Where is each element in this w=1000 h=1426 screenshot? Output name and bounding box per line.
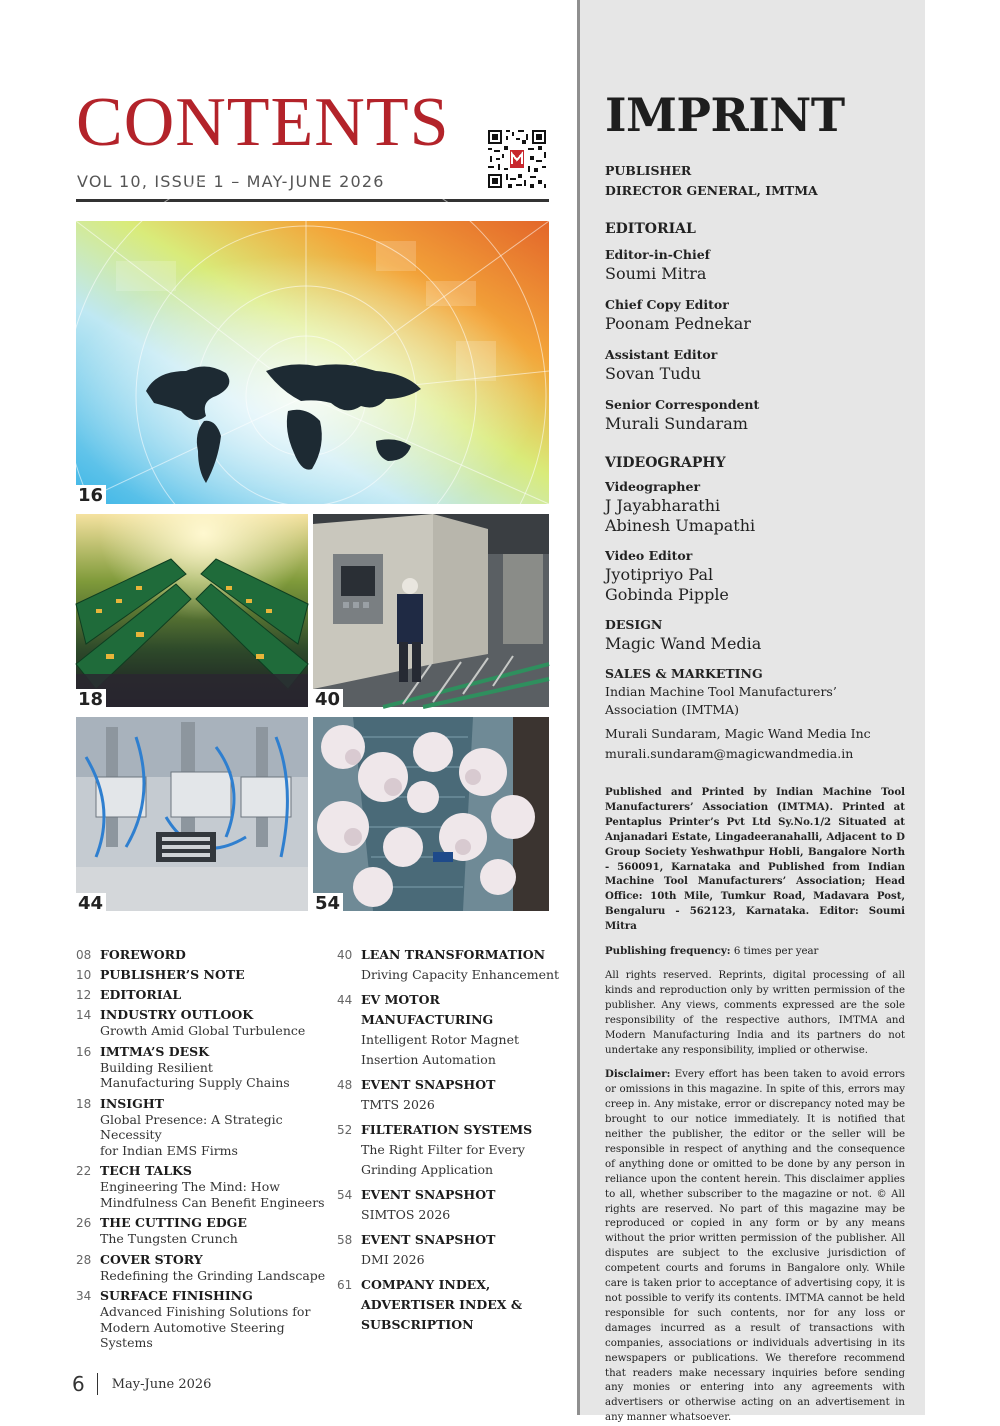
toc-page-number: 61 bbox=[337, 1278, 353, 1292]
toc-section: INDUSTRY OUTLOOK bbox=[100, 1007, 254, 1022]
toc-section: EV MOTOR MANUFACTURING bbox=[361, 992, 494, 1027]
sales-organisation: Indian Machine Tool Manufacturers’ Association (IMTMA) bbox=[605, 684, 837, 717]
toc-section: INSIGHT bbox=[100, 1095, 164, 1111]
toc-section: EVENT SNAPSHOT bbox=[361, 1077, 496, 1092]
toc-entry[interactable] bbox=[337, 1075, 562, 1115]
toc-article-title: The Right Filter for Every Grinding Application bbox=[361, 1142, 525, 1177]
toc-entry[interactable] bbox=[337, 945, 562, 985]
toc-entry[interactable] bbox=[337, 1275, 562, 1335]
toc-entry[interactable] bbox=[337, 1120, 562, 1180]
toc-entry[interactable] bbox=[76, 967, 326, 983]
toc-section: LEAN TRANSFORMATION bbox=[361, 947, 546, 962]
toc-page-number: 26 bbox=[76, 1216, 92, 1230]
title-rule bbox=[76, 199, 549, 202]
photo-page-number: 18 bbox=[76, 689, 106, 709]
design-heading: DESIGN bbox=[605, 617, 663, 632]
disclaimer-text: Every effort has been taken to avoid errors or omissions in this magazine. In spite of this, errors may creep in. Any mistake, error or discrepancy noted may be brought to our notice immediately. It is notified that neither the publisher, the editor or the seller will be responsible in respect of anything and the consequence of anything done or omitted to be done by any person in reliance upon the content herein. This disclaimer applies to all, whether subscriber to the magazine or not. © All rights are reserved. No part of this magazine may be reproduced or copied in any form or by any means without the prior written permission of the publisher. All disputes are subject to the exclusive jurisdiction of competent courts and forums in Bangalore only. While care is taken prior to acceptance of advertising copy, it is not possible to verify its contents. IMTMA cannot be held responsible for such contents, nor for any loss or damages incurred as a result of transactions with companies, associations or individuals advertising in its newspapers or publications. We therefore recommend that readers make necessary inquiries before sending any monies or entering into any agreements with advertisers or otherwise acting on an advertisement in any manner whatsoever. bbox=[605, 1069, 905, 1424]
footer-issue: May-June 2026 bbox=[111, 1376, 212, 1392]
chief-copy-editor-role: Chief Copy Editor bbox=[605, 297, 729, 312]
toc-entry[interactable] bbox=[76, 1163, 326, 1210]
toc-page-number: 10 bbox=[76, 968, 92, 982]
photo-world-map-tech bbox=[76, 221, 549, 504]
toc-section: SURFACE FINISHING bbox=[100, 1288, 253, 1303]
toc-section: COVER STORY bbox=[100, 1251, 203, 1267]
toc-article-title: Global Presence: A Strategic Necessity for Indian EMS Firms bbox=[100, 1111, 283, 1158]
editor-in-chief-name: Soumi Mitra bbox=[605, 264, 707, 283]
toc-page-number: 48 bbox=[337, 1078, 353, 1092]
toc-page-number: 08 bbox=[76, 948, 92, 962]
sales-contact: Murali Sundaram, Magic Wand Media Inc bbox=[605, 726, 871, 741]
toc-section: TECH TALKS bbox=[100, 1163, 192, 1178]
photo-page-number: 16 bbox=[76, 485, 106, 505]
toc-article-title: TMTS 2026 bbox=[361, 1097, 435, 1112]
design-name: Magic Wand Media bbox=[605, 634, 762, 653]
toc-entry[interactable] bbox=[76, 1215, 326, 1247]
issue-subtitle: VOL 10, ISSUE 1 – MAY-JUNE 2026 bbox=[77, 172, 385, 191]
toc-article-title: Intelligent Rotor Magnet Insertion Automation bbox=[361, 1032, 520, 1067]
toc-article-title: Building Resilient Manufacturing Supply Chains bbox=[100, 1059, 290, 1090]
toc-article-title: Driving Capacity Enhancement bbox=[361, 967, 560, 982]
qr-code-icon[interactable] bbox=[486, 128, 548, 190]
toc-section: IMTMA’S DESK bbox=[100, 1043, 210, 1059]
toc-section: FOREWORD bbox=[100, 947, 186, 962]
toc-page-number: 44 bbox=[337, 993, 353, 1007]
toc-page-number: 52 bbox=[337, 1123, 353, 1137]
toc-article-title: The Tungsten Crunch bbox=[100, 1231, 238, 1246]
videographer-role: Videographer bbox=[605, 479, 701, 494]
toc-entry[interactable] bbox=[76, 1096, 326, 1159]
toc-page-number: 12 bbox=[76, 988, 92, 1002]
video-editor-name: Gobinda Pipple bbox=[605, 585, 729, 604]
toc-page-number: 16 bbox=[76, 1044, 92, 1059]
photo-automation-assembly bbox=[76, 717, 308, 911]
toc-page-number: 58 bbox=[337, 1233, 353, 1247]
toc-article-title: Growth Amid Global Turbulence bbox=[100, 1023, 306, 1038]
photo-cherry-blossom bbox=[313, 717, 549, 911]
toc-right-column bbox=[337, 945, 562, 1335]
toc-entry[interactable] bbox=[76, 1007, 326, 1039]
imprint bbox=[605, 88, 905, 1426]
frequency-label: Publishing frequency: bbox=[605, 945, 731, 958]
video-editor-role: Video Editor bbox=[605, 548, 693, 563]
editorial-heading: EDITORIAL bbox=[605, 221, 696, 237]
photo-circuit-boards bbox=[76, 514, 308, 707]
publisher-heading: PUBLISHER bbox=[605, 163, 692, 178]
disclaimer-label: Disclaimer: bbox=[605, 1068, 671, 1081]
videographer-name: J Jayabharathi bbox=[605, 496, 721, 515]
toc-entry[interactable] bbox=[76, 1044, 326, 1091]
toc-article-title: Redefining the Grinding Landscape bbox=[100, 1267, 326, 1283]
editor-in-chief-role: Editor-in-Chief bbox=[605, 247, 711, 262]
footer-divider bbox=[97, 1373, 98, 1395]
toc-entry[interactable] bbox=[337, 990, 562, 1070]
contents-title: CONTENTS bbox=[76, 84, 450, 161]
videographer-name: Abinesh Umapathi bbox=[605, 516, 756, 535]
toc-entry[interactable] bbox=[337, 1230, 562, 1270]
senior-correspondent-name: Murali Sundaram bbox=[605, 414, 748, 433]
videography-heading: VIDEOGRAPHY bbox=[605, 455, 726, 471]
toc-page-number: 28 bbox=[76, 1252, 92, 1267]
toc-page-number: 18 bbox=[76, 1096, 92, 1111]
toc-left-column bbox=[76, 947, 326, 1351]
page-footer bbox=[72, 1372, 211, 1396]
publisher-statement: Published and Printed by Indian Machine Tool Manufacturers’ Association (IMTMA). Printed at Pentaplus Printer’s Pvt Ltd Sy.No.1/2 Situated at Anjanadari Estate, Lingadeeranahalli, Adjacent to D Group Society Yeshwathpur Hobli, Bangalore North - 560091, Karnataka and Published from Indian Machine Tool Manufacturers’ Association; Head Office: 10th Mile, Tumkur Road, Madavara Post, Bengaluru - 562123, Karnataka. Editor: Soumi Mitra bbox=[605, 786, 905, 933]
photo-page-number: 40 bbox=[313, 689, 343, 709]
toc-page-number: 22 bbox=[76, 1164, 92, 1178]
assistant-editor-name: Sovan Tudu bbox=[605, 364, 702, 383]
toc-page-number: 54 bbox=[337, 1188, 353, 1202]
toc-article-title: SIMTOS 2026 bbox=[361, 1207, 451, 1222]
page-number: 6 bbox=[72, 1372, 85, 1396]
frequency-value: 6 times per year bbox=[733, 946, 819, 958]
rights-statement: All rights reserved. Reprints, digital processing of all kinds and reproduction only by written permission of the publisher. Any views, comments expressed are the sole responsibility of the respective authors, IMTMA and Modern Manufacturing India and its partners do not undertake any responsibility, implied or otherwise. bbox=[605, 969, 905, 1056]
toc-section: EVENT SNAPSHOT bbox=[361, 1232, 496, 1247]
toc-entry[interactable] bbox=[76, 987, 326, 1003]
toc-entry[interactable] bbox=[76, 947, 326, 963]
toc-article-title: Engineering The Mind: How Mindfulness Can Benefit Engineers bbox=[100, 1179, 325, 1210]
toc-entry[interactable] bbox=[337, 1185, 562, 1225]
sales-heading: SALES & MARKETING bbox=[605, 666, 763, 681]
disclaimer bbox=[605, 1067, 905, 1426]
publishing-frequency bbox=[605, 944, 905, 960]
senior-correspondent-role: Senior Correspondent bbox=[605, 397, 760, 412]
toc-section: FILTERATION SYSTEMS bbox=[361, 1122, 533, 1137]
toc-page-number: 14 bbox=[76, 1008, 92, 1022]
sales-email-link[interactable]: murali.sundaram@magicwandmedia.in bbox=[605, 746, 854, 761]
toc-page-number: 40 bbox=[337, 948, 353, 962]
toc-page-number: 34 bbox=[76, 1289, 92, 1303]
chief-copy-editor-name: Poonam Pednekar bbox=[605, 314, 751, 333]
toc-section: EDITORIAL bbox=[100, 987, 182, 1002]
toc-section: PUBLISHER’S NOTE bbox=[100, 967, 245, 982]
photo-page-number: 54 bbox=[313, 893, 343, 913]
video-editor-name: Jyotipriyo Pal bbox=[605, 565, 714, 584]
photo-page-number: 44 bbox=[76, 893, 106, 913]
imprint-title: IMPRINT bbox=[605, 88, 845, 142]
toc-section: COMPANY INDEX, ADVERTISER INDEX & SUBSCRIPTION bbox=[361, 1277, 523, 1332]
toc-article-title: Advanced Finishing Solutions for Modern Automotive Steering Systems bbox=[100, 1304, 311, 1350]
toc-article-title: DMI 2026 bbox=[361, 1252, 425, 1267]
toc-section: THE CUTTING EDGE bbox=[100, 1215, 247, 1230]
publisher-line: DIRECTOR GENERAL, IMTMA bbox=[605, 183, 818, 198]
assistant-editor-role: Assistant Editor bbox=[605, 347, 718, 362]
photo-machine-operator bbox=[313, 514, 549, 707]
toc-section: EVENT SNAPSHOT bbox=[361, 1187, 496, 1202]
toc-entry[interactable] bbox=[76, 1252, 326, 1284]
toc-entry[interactable] bbox=[76, 1288, 326, 1351]
